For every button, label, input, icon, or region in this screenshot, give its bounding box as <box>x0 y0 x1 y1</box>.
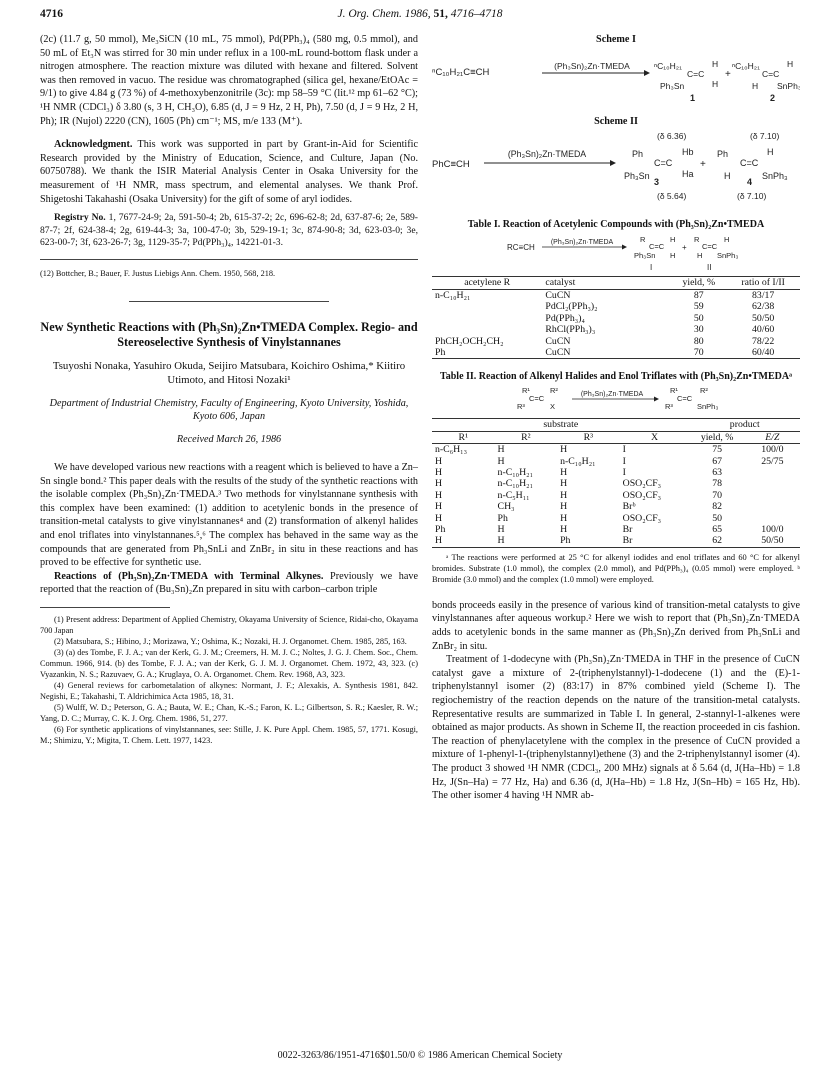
table-cell: H <box>560 478 568 490</box>
table-row <box>432 467 800 478</box>
table-cell: Ph <box>435 524 446 536</box>
page-footer: 0022-3263/86/1951-4716$01.50/0 © 1986 American Chemical Society <box>277 1050 563 1061</box>
table-cell: CH₃ <box>497 501 515 513</box>
table-cell: H <box>497 524 505 536</box>
table-row <box>432 524 800 535</box>
table-cell: PdCl₂(PPh₃)₂ <box>545 301 598 313</box>
body-paragraph-3: Treatment of 1-dodecyne with (Ph₃Sn)₂Zn·TMEDA in THF in the presence of CuCN catalyst gave a mixture of 2-(triphenylstannyl)-1-dodecene (1) and the (E)-1-triphenylstannyl isomer (2) (83:17) in 87% combined yield (Scheme I). The regiochemistry of the reaction depends on the nature of the transition-metal catalysts. Representative results are summarized in Table I. In general, 2-stannyl-1-alkenes were obtained as major products. As shown in Scheme II, the reaction proceeded in cis fashion. The reaction of phenylacetylene with the complex in the presence of CuCN provided a mixture of 1-phenyl-1-(triphenylstannyl)ethene (3) and the 2-triphenylstannyl isomer (4). The product 3 showed ¹H NMR (CDCl₃, 200 MHz) signals at δ 5.64 (d, J(Ha–Hb) = 1.8 Hz, J(Sn–Ha) = 77 Hz, Ha) and 6.36 (d, J(Ha–Hb) = 1.8 Hz, J(Sn–Hb) = 165 Hz, Hb). The other isomer 4 having ¹H NMR ab- <box>432 654 800 802</box>
table-cell: H <box>497 455 505 467</box>
author-list: Tsuyoshi Nonaka, Yasuhiro Okuda, Seijiro Matsubara, Koichiro Oshima,* Kiitiro Utimoto, and Hitosi Nozaki¹ <box>52 360 406 386</box>
table-row <box>432 313 800 324</box>
table-header: acetylene R <box>432 277 542 289</box>
arrow-head <box>610 160 616 166</box>
scheme-1-plus: + <box>725 68 731 80</box>
scheme-1-reactant: ⁿC₁₀H₂₁C≡CH <box>432 66 490 78</box>
table-cell: 63 <box>712 467 723 479</box>
table-cell: Pd(PPh₃)₄ <box>545 312 585 324</box>
scheme-1-diagram <box>432 47 800 109</box>
table-cell: CuCN <box>545 346 571 358</box>
table-header: yield, % <box>671 277 726 289</box>
table-row <box>432 478 800 489</box>
table-cell: H <box>435 455 443 467</box>
svg-text:H: H <box>724 170 731 181</box>
product-4-structure <box>717 147 788 181</box>
svg-text:H: H <box>697 250 703 260</box>
substrate-structure <box>517 386 558 411</box>
table-cell: Brᵇ <box>622 501 636 513</box>
svg-text:H: H <box>787 58 794 69</box>
table-cell: H <box>560 512 568 524</box>
table-cell <box>745 478 800 489</box>
table-row <box>432 501 800 512</box>
divider <box>129 301 329 302</box>
svg-text:Ph₃Sn: Ph₃Sn <box>624 170 650 181</box>
received-date: Received March 26, 1986 <box>176 434 282 446</box>
table-cell: 100/0 <box>761 524 784 536</box>
scheme-2-reactant: PhC≡CH <box>432 158 470 170</box>
table-cell <box>745 513 800 524</box>
product-1-structure <box>654 59 718 91</box>
table-1-title: Table I. Reaction of Acetylenic Compounds with (Ph₃Sn)₂Zn•TMEDA <box>467 219 765 231</box>
divider <box>40 259 418 260</box>
table-cell: H <box>560 467 568 479</box>
svg-text:X: X <box>550 401 556 411</box>
group-header-product: product <box>690 419 800 431</box>
table-cell: H <box>560 501 568 513</box>
left-column <box>40 33 418 746</box>
table-1-reagent: (Ph₃Sn)₂Zn·TMEDA <box>550 238 614 246</box>
table-cell: 80 <box>693 335 704 347</box>
svg-text:C=C: C=C <box>740 157 759 168</box>
table-cell: 25/75 <box>761 455 784 467</box>
table-cell: RhCl(PPh₃)₃ <box>545 324 596 336</box>
svg-text:ⁿC₁₀H₂₁: ⁿC₁₀H₂₁ <box>732 60 760 71</box>
footnote-5: (5) Wulff, W. D.; Peterson, G. A.; Bauta, W. E.; Chan, K.-S.; Faron, K. L.; Gilbertson, S. R.; Kaesler, R. W.; Yang, D. C.; Murray, C. K. J. Org. Chem. 1986, 51, 277. <box>40 702 418 723</box>
product-I-structure <box>634 235 675 260</box>
table-cell: n-C₆H₁₃ <box>435 444 468 456</box>
table-cell: H <box>435 489 443 501</box>
table-cell: H <box>435 512 443 524</box>
acknowledgment <box>40 138 418 206</box>
table-cell: Ph <box>435 346 446 358</box>
shift-hb-3: (δ 6.36) <box>657 130 687 141</box>
section-heading: Reactions of (Ph₃Sn)₂Zn·TMEDA with Terminal Alkynes. <box>54 570 324 582</box>
table-group-header-row <box>432 419 800 431</box>
journal-year: 1986, <box>404 8 431 20</box>
table-2-title: Table II. Reaction of Alkenyl Halides and Enol Triflates with (Ph₃Sn)₂Zn•TMEDAᵃ <box>439 371 792 383</box>
table-cell <box>432 324 542 335</box>
scheme-2-title: Scheme II <box>594 116 638 128</box>
svg-text:R²: R² <box>550 385 558 395</box>
table-cell: H <box>435 501 443 513</box>
table-cell: H <box>560 444 568 456</box>
body-paragraph-1: We have developed various new reactions with a reagent which is believed to have a Zn–Sn single bond.² This paper deals with the results of the study of the synthetic reactions with the isolable complex (Ph₃Sn)₂Zn·TMEDA.³ Two methods for vinylstannane synthesis with this complex have been examined: (1) addition to acetylenic bonds in the presence of transition-metal catalysts to give vinylstannanes⁴ and (2) transformation of alkenyl halides and enol triflates into vinylstannanes.⁵,⁶ The complex has behaved in the same way as the compounds that are generated from Ph₃SnLi and ZnBr₂ in situ in these reactions and has proved to be effective for synthetic use. <box>40 461 418 569</box>
compound-label-3: 3 <box>654 176 660 187</box>
svg-text:SnPh₃: SnPh₃ <box>717 250 739 260</box>
compound-label-1: 1 <box>690 92 696 103</box>
table-row <box>432 347 800 359</box>
table-1-label-II: II <box>707 262 712 272</box>
table-cell: I <box>622 444 626 456</box>
table-header: ratio of I/II <box>726 277 800 289</box>
table-row <box>432 324 800 335</box>
table-header: E/Z <box>765 431 780 443</box>
svg-text:C=C: C=C <box>687 68 705 79</box>
table-cell: 50/50 <box>752 312 775 324</box>
footnote-1: (1) Present address: Department of Applied Chemistry, Okayama University of Science, Ridai-cho, Okayama 700 Japan <box>40 614 418 635</box>
svg-text:SnPh₃: SnPh₃ <box>762 170 788 181</box>
table-cell: 75 <box>712 444 723 456</box>
svg-text:Hb: Hb <box>682 146 694 157</box>
svg-text:Ph: Ph <box>632 148 644 159</box>
table-cell: 60/40 <box>752 346 775 358</box>
table-cell: 67 <box>712 455 723 467</box>
table-cell: PhCH₂OCH₂CH₂ <box>435 335 504 347</box>
table-cell: 82 <box>712 501 723 513</box>
footnote-6: (6) For synthetic applications of vinylstannanes, see: Stille, J. K. Pure Appl. Chem. 1985, 57, 1771. Kosugi, M.; Shimizu, Y.; Migita, T. Chem. Lett. 1977, 1423. <box>40 724 418 745</box>
product-3-structure <box>624 147 694 181</box>
product-II-structure <box>694 235 738 260</box>
svg-text:SnPh₃: SnPh₃ <box>697 401 719 411</box>
table-cell: H <box>560 489 568 501</box>
journal-citation <box>40 8 800 20</box>
table-cell: I <box>622 455 626 467</box>
table-cell <box>432 313 542 324</box>
table-cell: H <box>560 524 568 536</box>
table-header: R¹ <box>458 431 469 443</box>
table-header: catalyst <box>542 277 671 289</box>
table-2-footnote: ᵃ The reactions were performed at 25 °C for alkenyl iodides and enol triflates and 60 °C for alkenyl bromides. Substrate (1.0 mmol), the complex (2.0 mmol), and Pd(PPh₃)₄ (0.05 mmol) were employed. ᵇ Bromide (3.0 mmol) and the complex (1.0 mmol) were employed. <box>432 552 800 584</box>
registry-label: Registry No. <box>54 212 106 224</box>
plus-sign: + <box>682 242 687 252</box>
footnote-2: (2) Matsubara, S.; Hibino, J.; Morizawa, Y.; Oshima, K.; Nozaki, H. J. Organomet. Chem. 1985, 285, 163. <box>54 636 407 646</box>
svg-text:R: R <box>640 234 646 244</box>
footnote-3: (3) (a) des Tombe, F. J. A.; van der Kerk, G. J. M.; Creemers, H. M. J. C.; Noltes, J. G. J. Chem. Soc., Chem. Commun. 1966, 914. (b) des Tombe, F. J. A.; van der Kerk, G. J. M. J. Organomet. Chem. 1972, 43, 323. (c) Vyazankin, N. S.; Razuvaev, G. A.; Kruglaya, O. A. Organomet. Chem. Rev. 1968, A3, 323. <box>40 647 418 679</box>
table-cell: OSO₂CF₃ <box>622 478 662 490</box>
table-cell: n-C₁₀H₂₁ <box>497 467 533 479</box>
body-paragraph-continued: bonds proceeds easily in the presence of various kind of transition-metal catalysts to give vinylstannanes after aqueous workup.² Here we wish to report that (Ph₃Sn)₂Zn·TMEDA adds to acetylenic bonds in the same manner as (Ph₃Sn)₂Zn derived from Ph₃SnLi and ZnBr₂ in situ. <box>432 599 800 652</box>
table-cell: Ph <box>497 512 508 524</box>
svg-text:R¹: R¹ <box>522 385 530 395</box>
table-row <box>432 444 800 456</box>
svg-text:C=C: C=C <box>529 393 545 403</box>
table-cell: OSO₂CF₃ <box>622 489 662 501</box>
registry-numbers <box>40 212 418 249</box>
table-cell <box>745 490 800 501</box>
table-cell: OSO₂CF₃ <box>622 512 662 524</box>
table-2 <box>432 418 800 547</box>
journal-volume: 51, <box>433 8 448 20</box>
running-header <box>40 8 800 26</box>
table-cell: n-C₅H₁₁ <box>497 489 530 501</box>
svg-text:C=C: C=C <box>677 393 693 403</box>
svg-text:Ph: Ph <box>717 148 729 159</box>
table-row <box>432 456 800 467</box>
table-cell: 40/60 <box>752 324 775 336</box>
scheme-2-plus: + <box>700 158 706 170</box>
svg-text:H: H <box>724 234 730 244</box>
table-cell: H <box>435 467 443 479</box>
svg-text:H: H <box>670 234 676 244</box>
table-cell: 70 <box>693 346 704 358</box>
table-cell: I <box>622 467 626 479</box>
svg-text:Ha: Ha <box>682 168 694 179</box>
scheme-2-diagram <box>432 129 800 205</box>
journal-pages: 4716–4718 <box>450 8 503 20</box>
table-cell: Br <box>622 535 633 547</box>
table-row <box>432 490 800 501</box>
table-row <box>432 301 800 312</box>
table-2-reagent: (Ph₃Sn)₂Zn·TMEDA <box>580 390 644 398</box>
table-cell: 50/50 <box>761 535 784 547</box>
product-2-structure <box>732 59 800 91</box>
svg-text:ⁿC₁₀H₂₁: ⁿC₁₀H₂₁ <box>654 60 682 71</box>
table-cell: n-C₁₀H₂₁ <box>497 478 533 490</box>
arrow-head <box>644 70 650 76</box>
body-paragraph-2 <box>40 570 418 597</box>
table-header: yield, % <box>700 431 734 443</box>
table-cell: CuCN <box>545 289 571 301</box>
table-cell: 62 <box>712 535 723 547</box>
experimental-paragraph: (2c) (11.7 g, 50 mmol), Me₃SiCN (10 mL, 75 mmol), Pd(PPh₃)₄ (580 mg, 0.5 mmol), and 50 mL of Et₃N was stirred for 30 min under reflux in a 100-mL round-bottom flask under a nitrogen atmosphere. The reaction mixture was diluted with hexane and filtered. Solvent was then removed in vacuo. The residue was chromatographed (silica gel, hexane/EtOAc = 9/1) to give 4.84 g (73 %) of 4-methoxybenzonitrile (3c): mp 58–59 °C (lit.¹² mp 61–62 °C); ¹H NMR (CDCl₃) δ 3.80 (s, 3 H, CH₃O), 6.85 (d, J = 9 Hz, 2 H, Ph), 7.50 (d, J = 9 Hz, 2 H, Ph); IR (Nujol) 2220 (CN), 1605 (Ph) cm⁻¹; MS, m/e 133 (M⁺). <box>40 34 418 127</box>
svg-text:H: H <box>767 146 774 157</box>
table-row <box>432 535 800 547</box>
group-header-substrate: substrate <box>432 419 690 431</box>
svg-text:R: R <box>694 234 700 244</box>
table-cell: 59 <box>693 301 704 313</box>
svg-text:C=C: C=C <box>654 157 673 168</box>
table-cell: H <box>435 478 443 490</box>
table-1 <box>432 276 800 359</box>
table-cell: Ph <box>560 535 571 547</box>
table-header: R³ <box>583 431 594 443</box>
arrow-head <box>622 244 627 249</box>
shift-4-a: (δ 7.10) <box>750 130 780 141</box>
svg-text:SnPh₃: SnPh₃ <box>777 80 800 91</box>
table-1-label-I: I <box>650 262 653 272</box>
svg-text:R²: R² <box>700 385 708 395</box>
table-header: X <box>651 431 659 443</box>
table-cell <box>745 501 800 512</box>
article-title: New Synthetic Reactions with (Ph₃Sn)₂Zn•TMEDA Complex. Regio- and Stereoselective Synthesis of Vinylstannanes <box>40 320 418 350</box>
table-cell: 50 <box>712 512 723 524</box>
table-cell: Br <box>622 524 633 536</box>
table-header-row <box>432 431 800 443</box>
registry-text: 1, 7677-24-9; 2a, 591-50-4; 2b, 615-37-2; 2c, 696-62-8; 2d, 637-87-6; 2e, 589-87-7; 2f, 624-38-4; 2g, 619-44-3; 3a, 100-47-0; 3b, 529-19-1; 3c, 874-90-8; 3d, 623-03-0; 3e, 623-00-7; 3f, 623-26-7; 3g, 1129-35-7; Pd(PPh₃)₄, 14221-01-3. <box>40 212 418 248</box>
table-cell: 65 <box>712 524 723 536</box>
table-cell: 83/17 <box>752 289 775 301</box>
page-number: 4716 <box>40 8 63 20</box>
table-cell <box>432 301 542 312</box>
table-header: R² <box>521 431 531 443</box>
table-cell: H <box>497 444 505 456</box>
svg-text:R¹: R¹ <box>670 385 678 395</box>
table-2-reaction <box>432 384 800 414</box>
scheme-2-reagent: (Ph₃Sn)₂Zn·TMEDA <box>507 148 587 159</box>
table-cell: CuCN <box>545 335 571 347</box>
table-1-reactant: RC≡CH <box>507 242 535 252</box>
table-cell: n-C₁₀H₂₁ <box>560 455 596 467</box>
table-cell: 50 <box>693 312 704 324</box>
table-row <box>432 336 800 347</box>
shift-ha-3: (δ 5.64) <box>657 190 687 201</box>
table-cell: n-C₁₀H₂₁ <box>435 289 471 301</box>
reference-12: (12) Bottcher, B.; Bauer, F. Justus Liebigs Ann. Chem. 1950, 568, 218. <box>40 269 276 279</box>
table-row <box>432 289 800 301</box>
right-column <box>432 33 800 803</box>
svg-text:C=C: C=C <box>702 241 718 251</box>
table-header-row <box>432 277 800 289</box>
svg-text:Ph₃Sn: Ph₃Sn <box>634 250 656 260</box>
svg-text:H: H <box>752 80 759 91</box>
affiliation: Department of Industrial Chemistry, Faculty of Engineering, Kyoto University, Yoshida, Kyoto 606, Japan <box>49 398 409 423</box>
table-cell: 30 <box>693 324 704 336</box>
table-cell: H <box>435 535 443 547</box>
table-row <box>432 513 800 524</box>
shift-4-b: (δ 7.10) <box>737 190 767 201</box>
table-cell: 87 <box>693 289 704 301</box>
compound-label-4: 4 <box>747 176 753 187</box>
table-cell: H <box>497 535 505 547</box>
table-cell: 70 <box>712 489 723 501</box>
svg-text:C=C: C=C <box>649 241 665 251</box>
table-cell: 78/22 <box>752 335 775 347</box>
svg-text:H: H <box>712 58 719 69</box>
table-cell <box>745 467 800 478</box>
svg-text:H: H <box>712 78 719 89</box>
ack-text: This work was supported in part by Grant-in-Aid for Scientific Research provided by the Ministry of Education, Science, and Culture, Japan (No. 60750788). We thank the ISIR Material Analysis Center in Osaka University for the measurement of ¹H NMR, mass spectrum, and elemental analyses. We thank Prof. Shigetoshi Takahashi (Osaka University) for the gift of some of aryl iodides. <box>40 139 418 205</box>
footnote-divider <box>40 607 170 608</box>
scheme-1-reagent: (Ph₃Sn)₂Zn·TMEDA <box>554 60 630 71</box>
svg-text:H: H <box>670 250 676 260</box>
table-1-reaction <box>432 232 800 272</box>
svg-text:R³: R³ <box>665 401 673 411</box>
section-text: Previously we have reported that the reaction of (Bu₃Sn)₂Zn prepared in situ with carbon–carbon triple <box>40 570 418 596</box>
scheme-1-title: Scheme I <box>596 34 636 45</box>
table-cell: 78 <box>712 478 723 490</box>
footnotes <box>40 614 418 746</box>
table-cell: 62/38 <box>752 301 775 313</box>
svg-text:C=C: C=C <box>762 68 780 79</box>
arrow-head <box>654 396 659 401</box>
svg-text:Ph₃Sn: Ph₃Sn <box>660 80 685 91</box>
ack-label: Acknowledgment. <box>54 139 133 151</box>
footnote-4: (4) General reviews for carbometalation of alkynes: Normant, J. F.; Alexakis, A. Synthesis 1981, 842. Negishi, E.; Takahashi, T. Aldrichimica Acta 1985, 18, 31. <box>40 680 418 701</box>
compound-label-2: 2 <box>770 92 776 103</box>
product-structure <box>665 386 718 411</box>
svg-text:R³: R³ <box>517 401 525 411</box>
journal-name: J. Org. Chem. <box>337 8 402 20</box>
table-cell: 100/0 <box>761 444 784 456</box>
